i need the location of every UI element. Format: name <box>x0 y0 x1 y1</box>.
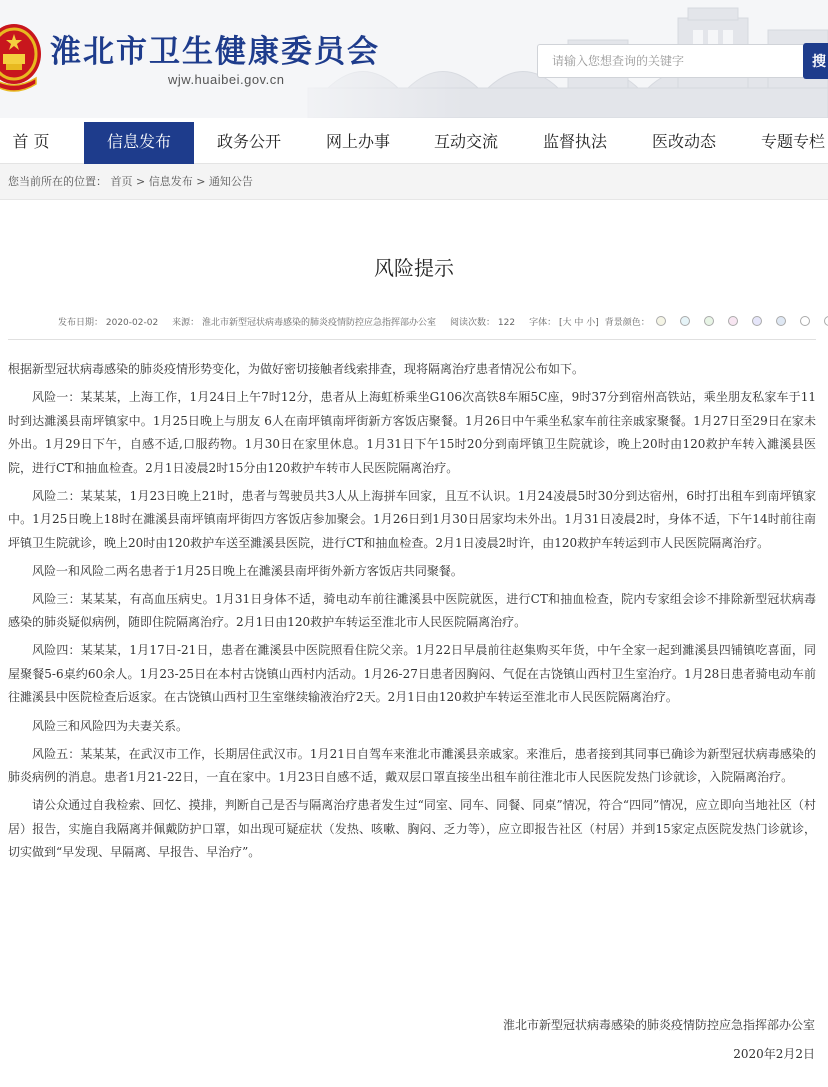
nav-item-reform-news[interactable]: 医改动态 <box>651 132 716 151</box>
divider <box>8 339 816 340</box>
paragraph-risk-2: 风险二：某某某，1月23日晚上21时，患者与驾驶员共3人从上海拼车回家，且互不认识。1月24凌晨5时30分到达宿州，6时打出租车到南坪镇家中。1月25日晚上18时在濉溪县南坪镇南坪街四方客饭店参加聚会。1月26日到1月30日居家均未外出。1月31日凌晨2时，身体不适，下午14时前往南坪镇卫生院就诊，晚上20时由120救护车送至濉溪县医院，进行CT和抽血检查。2月1日凌晨2时许，由120救护车转运到市人民医院隔离治疗。 <box>8 488 816 550</box>
article-source: 来源： 淮北市新型冠状病毒感染的肺炎疫情防控应急指挥部办公室 <box>172 317 437 328</box>
site-domain: wjw.huaibei.gov.cn <box>168 72 285 87</box>
article-meta <box>58 314 828 328</box>
search-button[interactable]: 搜 <box>803 43 828 79</box>
article-body <box>8 358 816 869</box>
paragraph-risk-1: 风险一：某某某，上海工作，1月24日上午7时12分，患者从上海虹桥乘坐G106次高铁8车厢5C座，9时37分到宿州高铁站，乘坐朋友私家车于11时到达濉溪县南坪镇家中。1月25日晚上与朋友 6人在南坪镇南坪街新方客饭店聚餐。1月26日中午乘坐私家车前往亲戚家聚餐。1月27日至29日在家未外出。1月29日下午，自感不适,口服药物。1月30日在家里休息。1月31日下午15时20分到南坪镇卫生院就诊，晚上20时由120救护车转入濉溪县医院，进行CT和抽血检查。2月1日凌晨2时15分由120救护车转市人民医院隔离治疗。 <box>8 390 816 475</box>
national-emblem-icon <box>0 20 42 96</box>
bg-color-option[interactable] <box>656 316 666 326</box>
paragraph-risk-4: 风险四：某某某，1月17日-21日，患者在濉溪县中医院照看住院父亲。1月22日早晨前往赵集购买年货，中午全家一起到濉溪县四铺镇吃喜面，同屋聚餐5-6桌约60余人。1月23-25日在本村古饶镇山西村内活动。1月26-27日患者因胸闷、气促在古饶镇山西村卫生室治疗。1月28日患者骑电动车前往濉溪县中医院检查后返家。在古饶镇山西村卫生室继续输液治疗2天。2月1日由120救护车转运至淮北市人民医院隔离治疗。 <box>8 643 816 705</box>
site-title: 淮北市卫生健康委员会 <box>50 34 380 70</box>
nav-item-interaction[interactable]: 互动交流 <box>433 132 498 151</box>
paragraph-risk-1-2-note: 风险一和风险二两名患者于1月25日晚上在濉溪县南坪街外新方客饭店共同聚餐。 <box>32 563 463 578</box>
nav-item-info-release[interactable]: 信息发布 <box>84 122 194 164</box>
breadcrumb: 您当前所在的位置： 首页 > 信息发布 > 通知公告 <box>0 164 828 200</box>
paragraph-risk-5: 风险五：某某某，在武汉市工作，长期居住武汉市。1月21日自驾车来淮北市濉溪县亲戚家。来淮后，患者接到其同事已确诊为新型冠状病毒感染的肺炎病例的消息。患者1月21-22日，一直在家中。1月23日自感不适，戴双层口罩直接坐出租车前往淮北市人民医院发热门诊就诊，入院隔离治疗。 <box>8 746 816 785</box>
bg-color-label: 背景颜色： <box>604 317 650 328</box>
nav-item-supervision[interactable]: 监督执法 <box>542 132 607 151</box>
paragraph-intro: 根据新型冠状病毒感染的肺炎疫情形势变化，为做好密切接触者线索排查，现将隔离治疗患者情况公布如下。 <box>8 362 585 376</box>
bg-color-option[interactable] <box>680 316 690 326</box>
article-title: 风险提示 <box>374 256 454 280</box>
bg-color-option[interactable] <box>704 316 714 326</box>
nav-item-online-services[interactable]: 网上办事 <box>325 132 390 151</box>
publish-date: 发布日期： 2020-02-02 <box>58 317 159 328</box>
nav-item-special-topics[interactable]: 专题专栏 <box>760 132 825 151</box>
signature-office: 淮北市新型冠状病毒感染的肺炎疫情防控应急指挥部办公室 <box>502 1018 815 1032</box>
bg-color-picker <box>656 316 828 326</box>
main-nav <box>0 118 828 164</box>
font-size-switch[interactable]: 字体： [大 中 小] <box>529 317 599 328</box>
bg-color-option[interactable] <box>800 316 810 326</box>
paragraph-public-notice: 请公众通过自我检索、回忆、摸排，判断自己是否与隔离治疗患者发生过“同室、同车、同餐、同桌”情况，符合“四同”情况，应立即向当地社区（村居）报告，实施自我隔离并佩戴防护口罩，如出现可疑症状（发热、咳嗽、胸闷、乏力等），应立即报告社区（村居）并到15家定点医院发热门诊就诊，切实做到“早发现、早隔离、早报告、早治疗”。 <box>8 798 816 860</box>
bg-color-option[interactable] <box>728 316 738 326</box>
view-count: 阅读次数： 122 <box>450 317 516 328</box>
paragraph-risk-3-4-note: 风险三和风险四为夫妻关系。 <box>32 718 189 733</box>
nav-item-home[interactable]: 首 页 <box>12 132 50 151</box>
bg-color-option[interactable] <box>824 316 828 326</box>
site-header <box>0 0 828 118</box>
bg-color-option[interactable] <box>776 316 786 326</box>
bg-color-option[interactable] <box>752 316 762 326</box>
search-input[interactable] <box>537 44 803 78</box>
signature-date: 2020年2月2日 <box>733 1047 815 1061</box>
paragraph-risk-3: 风险三：某某某，有高血压病史。1月31日身体不适，骑电动车前往濉溪县中医院就医，进行CT和抽血检查，院内专家组会诊不排除新型冠状病毒感染的肺炎疑似病例，随即住院隔离治疗。2月1日由120救护车转运至淮北市人民医院隔离治疗。 <box>8 591 816 630</box>
nav-item-gov-affairs[interactable]: 政务公开 <box>216 132 281 151</box>
